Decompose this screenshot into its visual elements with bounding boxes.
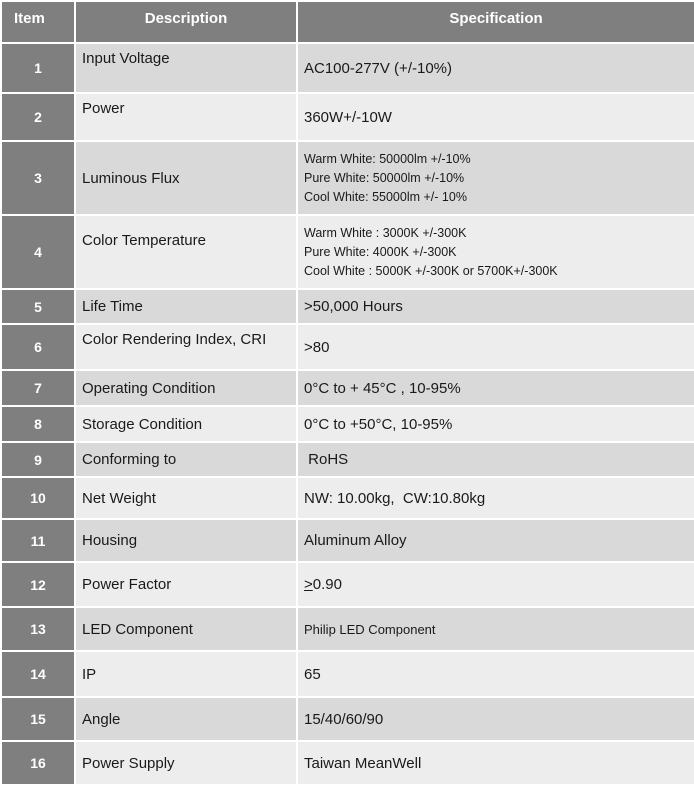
table-row bbox=[2, 44, 694, 92]
item-specification: AC100-277V (+/-10%) bbox=[298, 44, 694, 92]
table-row bbox=[2, 478, 694, 518]
spec-line: Cool White: 55000lm +/- 10% bbox=[304, 189, 467, 204]
table-row bbox=[2, 94, 694, 140]
item-number: 1 bbox=[2, 44, 74, 92]
item-number: 15 bbox=[2, 698, 74, 740]
item-number: 13 bbox=[2, 608, 74, 650]
item-specification: 360W+/-10W bbox=[298, 94, 694, 140]
item-description: Luminous Flux bbox=[76, 142, 296, 214]
table-row bbox=[2, 652, 694, 696]
item-specification: >80 bbox=[298, 325, 694, 369]
spec-line: Pure White: 50000lm +/-10% bbox=[304, 170, 465, 185]
spec-line: Pure White: 4000K +/-300K bbox=[304, 244, 457, 259]
item-specification: >50,000 Hours bbox=[298, 290, 694, 323]
header-item: Item bbox=[2, 2, 74, 42]
item-number: 9 bbox=[2, 443, 74, 476]
item-specification bbox=[298, 142, 694, 214]
item-number: 4 bbox=[2, 216, 74, 288]
table-row bbox=[2, 698, 694, 740]
item-specification: Philip LED Component bbox=[298, 608, 694, 650]
greater-equal-symbol: > bbox=[304, 576, 313, 593]
item-number: 14 bbox=[2, 652, 74, 696]
item-specification: Taiwan MeanWell bbox=[298, 742, 694, 784]
item-number: 5 bbox=[2, 290, 74, 323]
item-description: Housing bbox=[76, 520, 296, 561]
item-specification bbox=[298, 563, 694, 606]
item-number: 3 bbox=[2, 142, 74, 214]
item-specification bbox=[298, 216, 694, 288]
item-specification: 0°C to + 45°C , 10-95% bbox=[298, 371, 694, 405]
item-description: Color Rendering Index, CRI bbox=[76, 325, 296, 369]
item-description: Net Weight bbox=[76, 478, 296, 518]
item-number: 16 bbox=[2, 742, 74, 784]
spec-line: Warm White : 3000K +/-300K bbox=[304, 225, 467, 240]
table-row bbox=[2, 563, 694, 606]
header-specification: Specification bbox=[298, 2, 694, 42]
table-row bbox=[2, 142, 694, 214]
item-specification: 65 bbox=[298, 652, 694, 696]
spec-line: Cool White : 5000K +/-300K or 5700K+/-300K bbox=[304, 263, 558, 278]
table-row bbox=[2, 407, 694, 441]
item-description: Power Factor bbox=[76, 563, 296, 606]
item-description: Power bbox=[76, 94, 296, 140]
table-row bbox=[2, 443, 694, 476]
item-number: 2 bbox=[2, 94, 74, 140]
item-description: Color Temperature bbox=[76, 216, 296, 288]
item-number: 7 bbox=[2, 371, 74, 405]
item-specification: 15/40/60/90 bbox=[298, 698, 694, 740]
item-description: LED Component bbox=[76, 608, 296, 650]
item-specification: Aluminum Alloy bbox=[298, 520, 694, 561]
item-description: IP bbox=[76, 652, 296, 696]
table-row bbox=[2, 290, 694, 323]
item-description: Conforming to bbox=[76, 443, 296, 476]
header-description: Description bbox=[76, 2, 296, 42]
item-number: 8 bbox=[2, 407, 74, 441]
item-number: 11 bbox=[2, 520, 74, 561]
item-description: Power Supply bbox=[76, 742, 296, 784]
item-number: 10 bbox=[2, 478, 74, 518]
spec-line: Warm White: 50000lm +/-10% bbox=[304, 151, 471, 166]
item-specification: RoHS bbox=[298, 443, 694, 476]
item-description: Angle bbox=[76, 698, 296, 740]
item-description: Storage Condition bbox=[76, 407, 296, 441]
table-row bbox=[2, 608, 694, 650]
item-description: Life Time bbox=[76, 290, 296, 323]
table-row bbox=[2, 742, 694, 784]
item-description: Input Voltage bbox=[76, 44, 296, 92]
header-row bbox=[2, 2, 694, 42]
item-specification: 0°C to +50°C, 10-95% bbox=[298, 407, 694, 441]
item-description: Operating Condition bbox=[76, 371, 296, 405]
table-row bbox=[2, 520, 694, 561]
item-number: 12 bbox=[2, 563, 74, 606]
item-specification: NW: 10.00kg, CW:10.80kg bbox=[298, 478, 694, 518]
table-row bbox=[2, 325, 694, 369]
table-row bbox=[2, 216, 694, 288]
item-number: 6 bbox=[2, 325, 74, 369]
spec-value: 0.90 bbox=[312, 576, 342, 593]
table-row bbox=[2, 371, 694, 405]
